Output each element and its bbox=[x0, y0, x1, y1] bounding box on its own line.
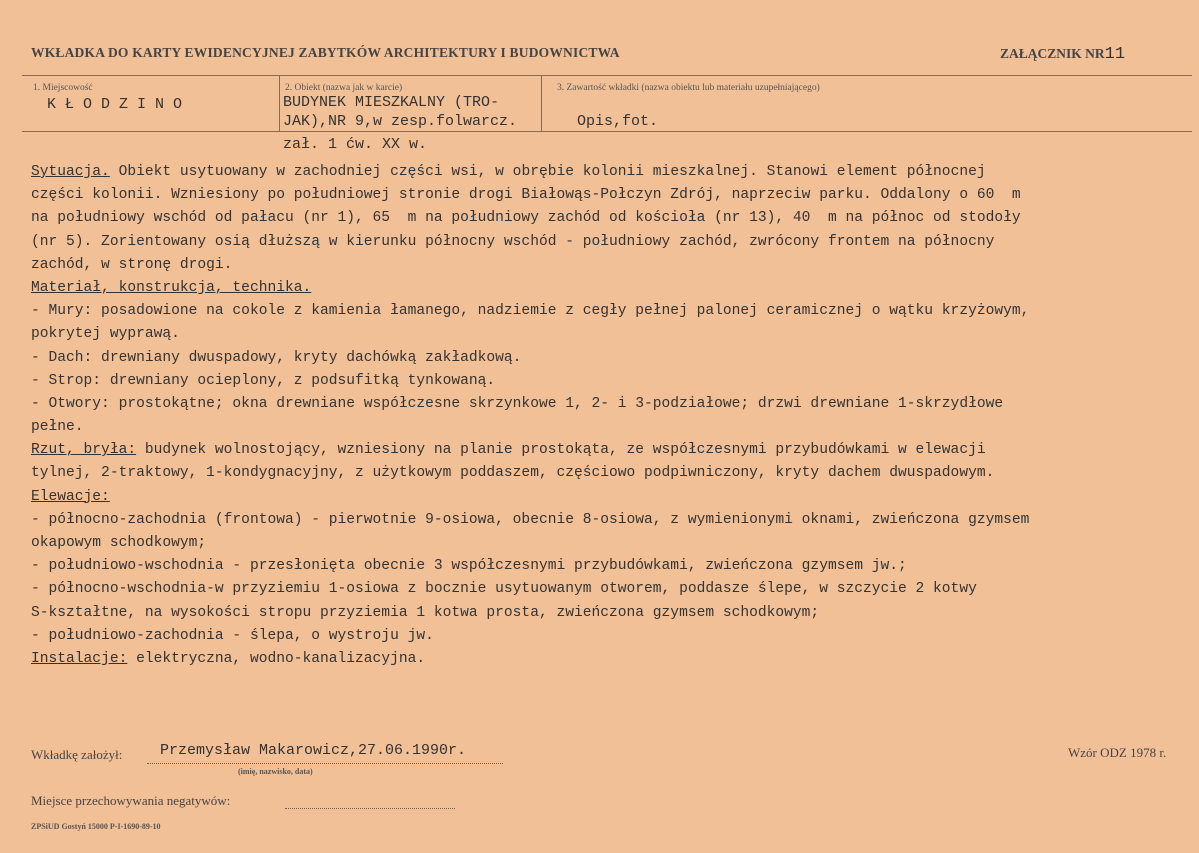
paragraph-text: tylnej, 2-traktowy, 1-kondygnacyjny, z użytkowym poddaszem, częściowo podpiwniczony, kryty dachem dwuspadowym. bbox=[31, 465, 995, 482]
text-line bbox=[31, 370, 1191, 393]
section-heading: Rzut, bryła: bbox=[31, 442, 137, 459]
printer-imprint: ZPSiUD Gostyń 15000 P-I-1690-89-10 bbox=[31, 822, 161, 831]
paragraph-text: - południowo-wschodnia - przesłonięta obecnie 3 współczesnymi przybudówkami, zwieńczona gzymsem jw.; bbox=[31, 558, 907, 575]
object-value-line1: BUDYNEK MIESZKALNY (TRO- bbox=[283, 94, 500, 111]
object-label: 2. Obiekt (nazwa jak w karcie) bbox=[285, 83, 403, 93]
author-value: Przemysław Makarowicz,27.06.1990r. bbox=[160, 742, 467, 759]
paragraph-text: pełne. bbox=[31, 419, 84, 436]
section-heading: Materiał, konstrukcja, technika. bbox=[31, 279, 312, 296]
locality-label: 1. Miejscowość bbox=[33, 83, 93, 93]
description-text bbox=[31, 161, 1191, 671]
text-line bbox=[31, 648, 1191, 671]
field-divider-1 bbox=[279, 75, 280, 131]
paragraph-text: (nr 5). Zorientowany osią dłuższą w kierunku północny wschód - południowy zachód, zwrócony frontem na północny bbox=[31, 233, 995, 250]
text-line bbox=[31, 532, 1191, 555]
text-line bbox=[31, 277, 1191, 300]
author-dotted-line bbox=[147, 763, 503, 764]
text-line bbox=[31, 254, 1191, 277]
text-line bbox=[31, 509, 1191, 532]
negatives-dotted-line bbox=[285, 808, 455, 809]
header-divider-top bbox=[22, 75, 1192, 76]
text-line bbox=[31, 323, 1191, 346]
author-hint: (imię, nazwisko, data) bbox=[238, 767, 313, 776]
section-heading: Sytuacja. bbox=[31, 164, 110, 180]
paragraph-text: na południowy wschód od pałacu (nr 1), 65 m na południowy zachód od kościoła (nr 13), 40 m na północ od stodoły bbox=[31, 210, 1021, 227]
form-title: WKŁADKA DO KARTY EWIDENCYJNEJ ZABYTKÓW ARCHITEKTURY I BUDOWNICTWA bbox=[31, 45, 620, 60]
text-line bbox=[31, 486, 1191, 509]
form-version: Wzór ODZ 1978 r. bbox=[1068, 745, 1167, 760]
negatives-label: Miejsce przechowywania negatywów: bbox=[31, 793, 231, 808]
text-line bbox=[31, 439, 1191, 462]
paragraph-text: - Otwory: prostokątne; okna drewniane współczesne skrzynkowe 1, 2- i 3-podziałowe; drzwi drewniane 1-skrzydłowe bbox=[31, 395, 1004, 412]
paragraph-text: elektryczna, wodno-kanalizacyjna. bbox=[127, 650, 426, 667]
section-heading: Elewacje: bbox=[31, 488, 110, 505]
paragraph-text: - Mury: posadowione na cokole z kamienia łamanego, nadziemie z cegły pełnej palonej ceramicznej o wątku krzyżowym, bbox=[31, 303, 1030, 320]
text-line bbox=[31, 184, 1191, 207]
paragraph-text: budynek wolnostojący, wzniesiony na planie prostokąta, ze współczesnymi przybudówkami w elewacji bbox=[136, 442, 986, 459]
text-line bbox=[31, 347, 1191, 370]
paragraph-text: - północno-zachodnia (frontowa) - pierwotnie 9-osiowa, obecnie 8-osiowa, z wymienionymi oknami, zwieńczona gzymsem bbox=[31, 511, 1030, 528]
paragraph-text: części kolonii. Wzniesiony po południowej stronie drogi Białowąs-Połczyn Zdrój, naprzeciw parku. Oddalony o 60 m bbox=[31, 187, 1021, 204]
text-line bbox=[31, 161, 1191, 184]
text-line bbox=[31, 578, 1191, 601]
text-line bbox=[31, 555, 1191, 578]
annex-number-field bbox=[1000, 45, 1125, 64]
paragraph-text: - Strop: drewniany ocieplony, z podsufitką tynkowaną. bbox=[31, 372, 496, 389]
paragraph-text: okapowym schodkowym; bbox=[31, 535, 207, 551]
text-line bbox=[31, 416, 1191, 439]
paragraph-text: pokrytej wyprawą. bbox=[31, 326, 180, 343]
paragraph-text: S-kształtne, na wysokości stropu przyziemia 1 kotwa prosta, zwieńczona gzymsem schodkowym; bbox=[31, 604, 820, 621]
paragraph-text: - Dach: drewniany dwuspadowy, kryty dachówką zakładkową. bbox=[31, 349, 522, 366]
text-line bbox=[31, 625, 1191, 648]
object-value-line2: JAK),NR 9,w zesp.folwarcz. bbox=[283, 113, 518, 130]
paragraph-text: - południowo-zachodnia - ślepa, o wystroju jw. bbox=[31, 627, 434, 644]
text-line bbox=[31, 462, 1191, 485]
author-label: Wkładkę założył: bbox=[31, 747, 123, 762]
text-line bbox=[31, 602, 1191, 625]
paragraph-text: - północno-wschodnia-w przyziemiu 1-osiowa z bocznie usytuowanym otworem, poddasze ślepe, w szczycie 2 kotwy bbox=[31, 581, 977, 598]
annex-number: 11 bbox=[1104, 45, 1126, 64]
text-line bbox=[31, 300, 1191, 323]
annex-label: ZAŁĄCZNIK NR bbox=[1000, 46, 1105, 61]
field-divider-2 bbox=[541, 75, 542, 131]
locality-value: KŁODZINO bbox=[47, 96, 192, 113]
text-line bbox=[31, 393, 1191, 416]
contents-label: 3. Zawartość wkładki (nazwa obiektu lub materiału uzupełniającego) bbox=[557, 83, 820, 93]
attachment-note: zał. 1 ćw. XX w. bbox=[283, 136, 428, 153]
paragraph-text: zachód, w stronę drogi. bbox=[31, 256, 233, 273]
text-line bbox=[31, 231, 1191, 254]
text-line bbox=[31, 207, 1191, 230]
paragraph-text: Obiekt usytuowany w zachodniej części wsi, w obrębie kolonii mieszkalnej. Stanowi element północnej bbox=[109, 164, 986, 180]
contents-value: Opis,fot. bbox=[577, 113, 659, 130]
section-heading: Instalacje: bbox=[31, 650, 128, 667]
header-divider-bottom bbox=[22, 131, 1192, 132]
